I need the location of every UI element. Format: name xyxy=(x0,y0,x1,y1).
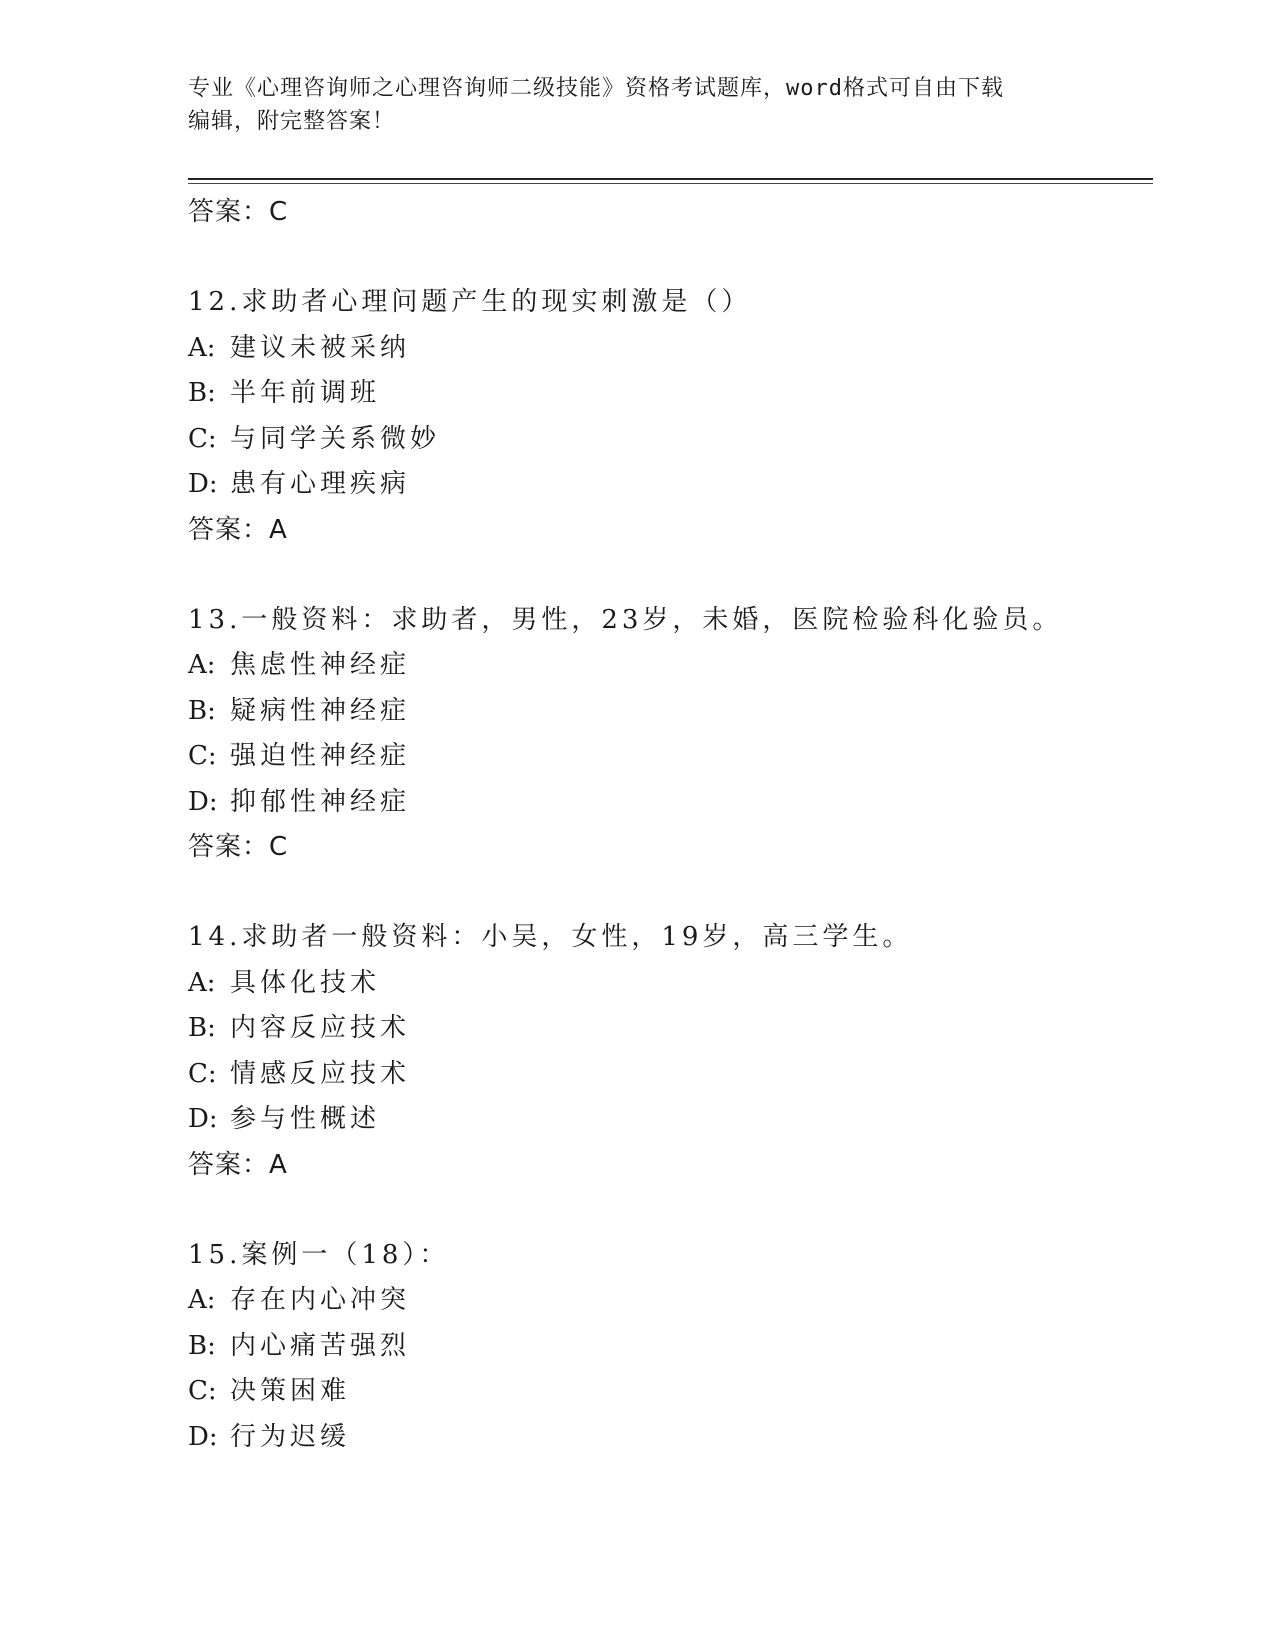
option-a xyxy=(188,326,1148,372)
option-c xyxy=(188,1052,1148,1098)
option-d xyxy=(188,462,1148,508)
option-letter: D: xyxy=(188,1104,218,1134)
option-text: 参与性概述 xyxy=(230,1104,381,1134)
option-b xyxy=(188,689,1148,735)
option-b xyxy=(188,1324,1148,1370)
header-divider-thin xyxy=(188,183,1153,184)
option-a xyxy=(188,643,1148,689)
option-letter: A: xyxy=(188,332,216,363)
header-line-1: 专业《心理咨询师之心理咨询师二级技能》资格考试题库，word格式可自由下载 xyxy=(188,76,1004,101)
option-text: 行为迟缓 xyxy=(230,1421,351,1452)
option-letter: C: xyxy=(188,741,217,771)
option-text: 强迫性神经症 xyxy=(230,741,411,771)
question-list xyxy=(188,190,1148,1460)
question-title: 12.求助者心理问题产生的现实刺激是（） xyxy=(188,287,752,317)
option-letter: C: xyxy=(188,423,217,454)
option-letter: D: xyxy=(188,1421,218,1452)
option-text: 患有心理疾病 xyxy=(230,469,411,499)
option-letter: A: xyxy=(188,650,216,680)
option-text: 具体化技术 xyxy=(230,967,381,998)
option-letter: C: xyxy=(188,1376,217,1406)
option-letter: B: xyxy=(188,378,216,408)
answer-line: 答案：A xyxy=(188,514,288,545)
option-text: 存在内心冲突 xyxy=(230,1285,411,1315)
question-13 xyxy=(188,598,1148,871)
option-c xyxy=(188,417,1148,463)
question-title: 14.求助者一般资料：小吴，女性，19岁，高三学生。 xyxy=(188,922,913,952)
header-divider-thick xyxy=(188,178,1153,180)
option-b xyxy=(188,1006,1148,1052)
header-line-2: 编辑，附完整答案！ xyxy=(188,109,396,134)
option-d xyxy=(188,1415,1148,1461)
option-d xyxy=(188,1097,1148,1143)
option-letter: B: xyxy=(188,1330,216,1361)
option-text: 抑郁性神经症 xyxy=(230,786,411,817)
option-c xyxy=(188,1369,1148,1415)
option-letter: A: xyxy=(188,967,216,998)
answer-line: 答案：A xyxy=(188,1149,288,1180)
previous-answer: 答案：C xyxy=(188,197,289,227)
option-text: 与同学关系微妙 xyxy=(230,423,441,454)
option-a xyxy=(188,961,1148,1007)
option-text: 焦虑性神经症 xyxy=(230,650,411,680)
question-title: 13.一般资料：求助者，男性，23岁，未婚，医院检验科化验员。 xyxy=(188,604,1063,635)
option-text: 疑病性神经症 xyxy=(230,695,411,726)
question-title: 15.案例一（18）： xyxy=(188,1239,450,1270)
option-text: 内心痛苦强烈 xyxy=(230,1330,411,1361)
document-header xyxy=(188,72,1088,138)
question-15 xyxy=(188,1233,1148,1461)
option-text: 情感反应技术 xyxy=(230,1058,411,1089)
option-letter: D: xyxy=(188,786,218,817)
option-text: 建议未被采纳 xyxy=(230,332,411,363)
question-12 xyxy=(188,280,1148,553)
option-c xyxy=(188,734,1148,780)
option-letter: A: xyxy=(188,1285,216,1315)
option-a xyxy=(188,1278,1148,1324)
option-letter: D: xyxy=(188,469,218,499)
option-letter: B: xyxy=(188,1013,216,1043)
option-d xyxy=(188,780,1148,826)
option-text: 半年前调班 xyxy=(230,378,381,408)
option-letter: C: xyxy=(188,1058,217,1089)
option-text: 决策困难 xyxy=(230,1376,351,1406)
answer-line: 答案：C xyxy=(188,832,289,862)
option-letter: B: xyxy=(188,695,216,726)
option-text: 内容反应技术 xyxy=(230,1013,411,1043)
question-14 xyxy=(188,915,1148,1188)
option-b xyxy=(188,371,1148,417)
